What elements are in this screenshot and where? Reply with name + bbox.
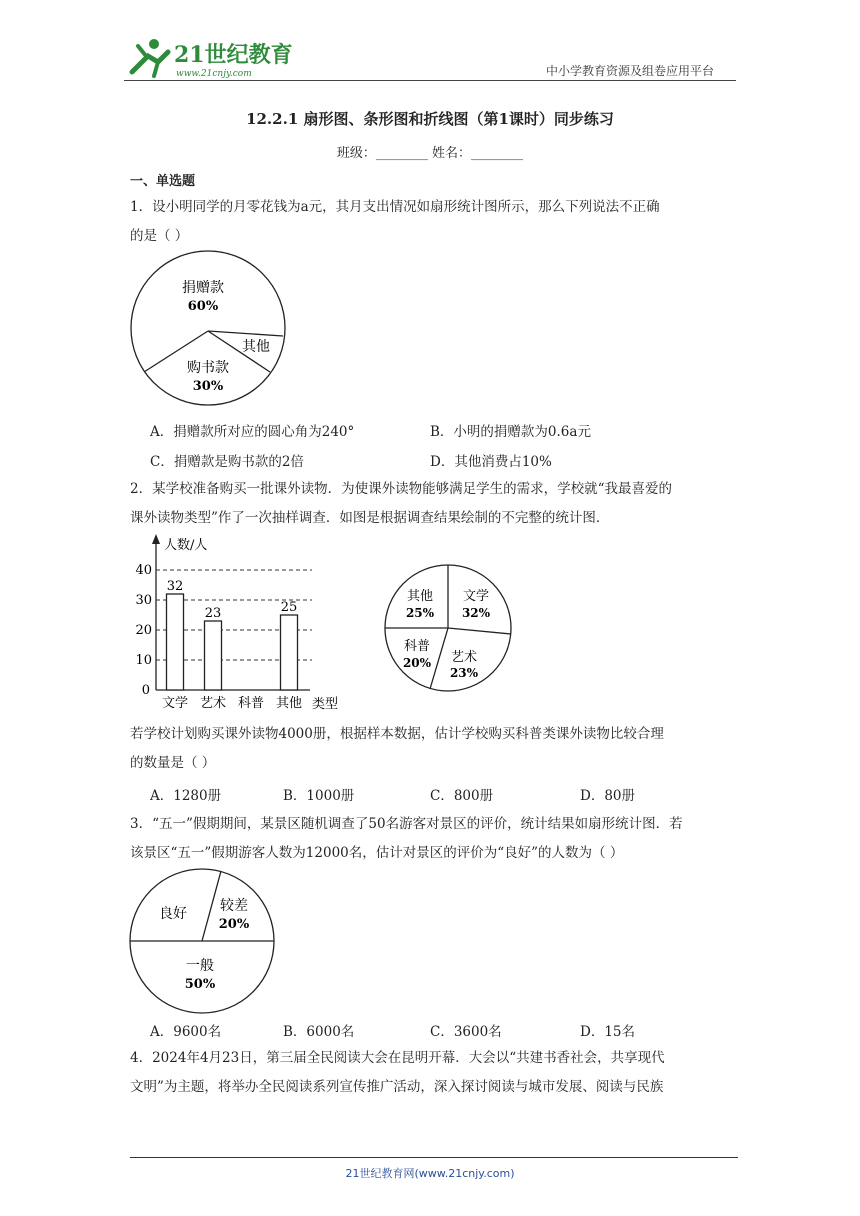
q2-category-label: 其他 [275,696,303,711]
q1-option-d[interactable]: D．其他消费占10% [430,454,552,470]
question-4 [130,1044,742,1102]
footer-link[interactable]: 21世纪教育网(www.21cnjy.com) [345,1167,515,1180]
q3-option-a[interactable]: A．9600名 [150,1024,222,1040]
question-1 [130,193,742,251]
q3-slice-label-poor: 较差 [220,898,248,914]
q2-bar-value-label: 32 [166,579,184,594]
platform-name: 中小学教育资源及组卷应用平台 [545,64,714,78]
q3-slice-value-average: 50% [184,977,216,992]
q3-option-c[interactable]: C．3600名 [430,1024,502,1040]
q2-slice-label-literature: 文学 [462,589,490,604]
section-heading: 一、单选题 [130,174,196,189]
question-3 [130,810,742,868]
q1-slice-label-books: 购书款 [187,360,229,376]
question-2-line-4: 的数量是（ ） [130,755,216,771]
q2-category-label: 科普 [237,696,265,711]
q1-option-c[interactable]: C．捐赠款是购书款的2倍 [150,454,304,470]
q2-slice-label-other: 其他 [406,589,434,604]
q2-pie-divider-2 [448,628,511,634]
q2-slice-label-science: 科普 [403,639,431,654]
q2-bar-value-label: 25 [280,600,298,615]
q3-slice-label-average: 一般 [186,958,214,974]
q2-bar-value-label: 23 [204,606,222,621]
q2-slice-label-art: 艺术 [450,650,478,665]
logo-text: 21世纪教育 [174,42,293,68]
class-name-line: 班级：________ 姓名：________ [336,146,524,161]
q3-option-b[interactable]: B．6000名 [283,1024,355,1040]
q2-bar [281,615,298,690]
q2-category-label: 艺术 [199,696,227,711]
logo-url: www.21cnjy.com [176,69,252,79]
q2-option-b[interactable]: B．1000册 [283,788,355,804]
question-1-line-2: 的是（ ） [130,228,189,244]
q2-option-c[interactable]: C．800册 [430,788,494,804]
page-title: 12.2.1 扇形图、条形图和折线图（第1课时）同步练习 [246,110,614,128]
question-4-line-2: 文明”为主题，将举办全民阅读系列宣传推广活动，深入探讨阅读与城市发展、阅读与民族 [130,1079,664,1095]
q2-option-a[interactable]: A．1280册 [150,788,222,804]
q3-pie-chart [128,866,278,1016]
q1-pie-divider-1 [208,331,283,336]
q2-y-tick-label: 10 [135,653,152,668]
question-4-line-1: 4．2024年4月23日，第三届全民阅读大会在昆明开幕．大会以“共建书香社会，共享现代 [130,1050,665,1066]
header-divider [124,80,736,81]
question-2-cont [130,720,742,778]
q2-option-d[interactable]: D．80册 [580,788,636,804]
q2-slice-value-science: 20% [402,656,432,670]
q2-x-axis-label: 类型 [312,697,339,712]
runner-logo-icon [124,34,294,80]
question-3-line-2: 该景区“五一”假期游客人数为12000名，估计对景区的评价为“良好”的人数为（ ） [130,845,624,861]
q2-category-label: 文学 [161,696,189,711]
q2-bar [205,621,222,690]
question-2 [130,475,742,533]
q1-option-a[interactable]: A．捐赠款所对应的圆心角为240° [150,424,355,440]
q2-y-axis-label: 人数/人 [164,538,208,553]
site-logo [124,34,294,80]
q2-y-tick-label: 20 [135,623,152,638]
question-2-line-3: 若学校计划购买课外读物4000册，根据样本数据，估计学校购买科普类课外读物比较合理 [130,726,664,742]
q1-pie-chart [128,248,288,408]
q3-option-d[interactable]: D．15名 [580,1024,636,1040]
q3-slice-label-good: 良好 [159,906,187,922]
q3-slice-value-poor: 20% [218,917,250,932]
q1-slice-value-books: 30% [192,379,224,394]
q1-option-b[interactable]: B．小明的捐赠款为0.6a元 [430,424,591,440]
q2-y-tick-label: 40 [135,563,152,578]
q1-slice-label-donation: 捐赠款 [182,280,224,296]
q2-y-tick-label: 0 [141,683,150,698]
q2-bar-chart [130,532,352,714]
q2-slice-value-other: 25% [405,606,435,620]
q1-slice-value-donation: 60% [187,299,219,314]
q2-bar [167,594,184,690]
q1-slice-label-other: 其他 [242,339,270,355]
question-3-line-1: 3．“五一”假期期间，某景区随机调查了50名游客对景区的评价，统计结果如扇形统计图．若 [130,816,683,832]
question-1-line-1: 1．设小明同学的月零花钱为a元，其月支出情况如扇形统计图所示，那么下列说法不正确 [130,199,660,215]
question-2-line-2: 课外读物类型”作了一次抽样调查．如图是根据调查结果绘制的不完整的统计图． [130,510,610,526]
q2-pie-divider-3 [430,628,448,689]
footer-divider [130,1157,738,1158]
q2-pie-chart [380,560,520,700]
q2-slice-value-art: 23% [449,666,479,680]
q2-y-tick-label: 30 [135,593,152,608]
q2-slice-value-literature: 32% [461,606,491,620]
question-2-line-1: 2．某学校准备购买一批课外读物．为使课外读物能够满足学生的需求，学校就“我最喜爱的 [130,481,672,497]
